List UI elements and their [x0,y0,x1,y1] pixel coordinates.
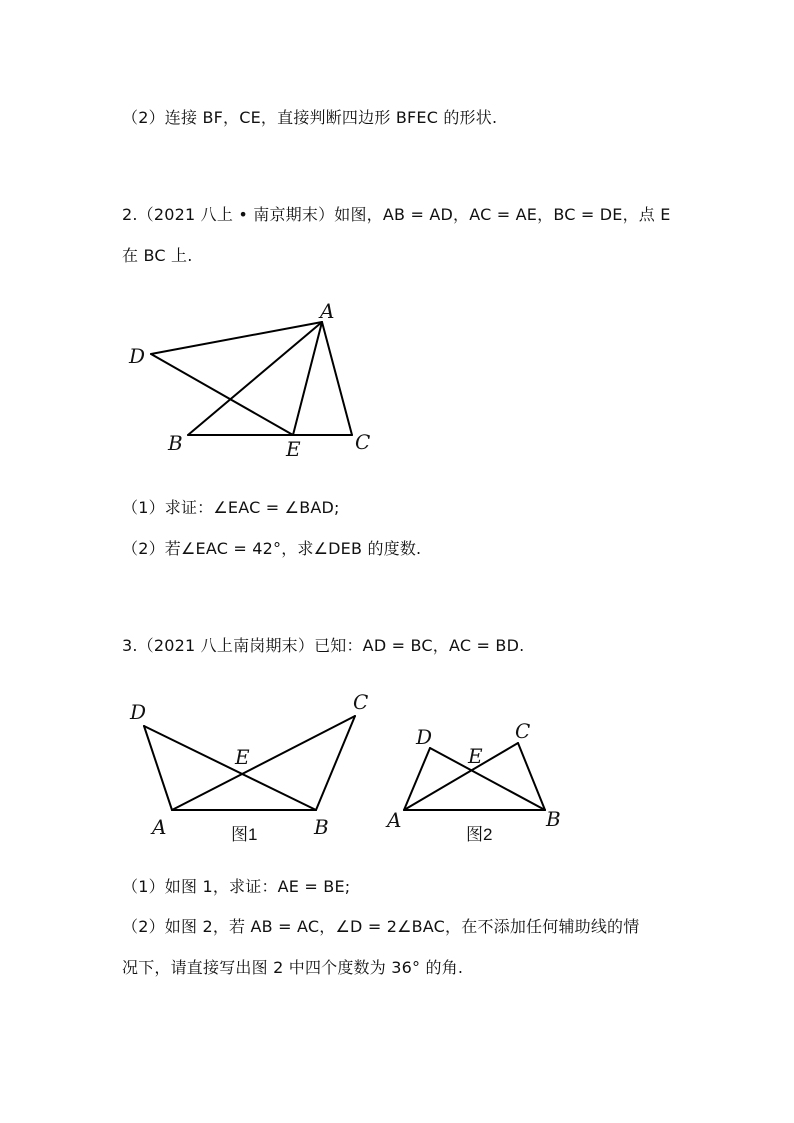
q2-part2-text: （2）若∠EAC = 42°，求∠DEB 的度数. [122,539,422,558]
point-label-c: C [355,430,371,454]
fig1-caption: 图1 [231,825,258,844]
q3-part2-text-cont: 况下，请直接写出图 2 中四个度数为 36° 的角. [122,958,464,977]
fig2-caption: 图2 [466,825,493,844]
fig2-label-a: A [387,808,402,832]
fig2-label-b: B [546,807,561,831]
fig1-label-e: E [235,745,250,769]
q2-stem-text-cont: 在 BC 上. [122,246,193,265]
point-label-a: A [320,299,335,323]
q3-part1-text: （1）如图 1，求证：AE = BE; [122,877,351,896]
q2-stem-text: 2.（2021 八上 • 南京期末）如图，AB = AD，AC = AE，BC = DE，点 E [122,205,671,224]
q3-part2-text: （2）如图 2，若 AB = AC，∠D = 2∠BAC，在不添加任何辅助线的情 [122,917,640,936]
q3-stem-text: 3.（2021 八上南岗期末）已知：AD = BC，AC = BD. [122,636,525,655]
point-label-b: B [168,431,183,455]
point-label-d: D [129,344,146,368]
point-label-e: E [286,437,301,461]
fig1-label-a: A [152,815,167,839]
q2-part1-text: （1）求证：∠EAC = ∠BAD; [122,498,340,517]
fig1-label-c: C [353,690,369,714]
fig1-label-d: D [130,700,147,724]
fig2-label-d: D [416,725,433,749]
fig2-label-c: C [515,719,531,743]
q1-part2-text: （2）连接 BF，CE，直接判断四边形 BFEC 的形状. [122,108,498,127]
fig2-label-e: E [468,744,483,768]
fig1-label-b: B [314,815,329,839]
